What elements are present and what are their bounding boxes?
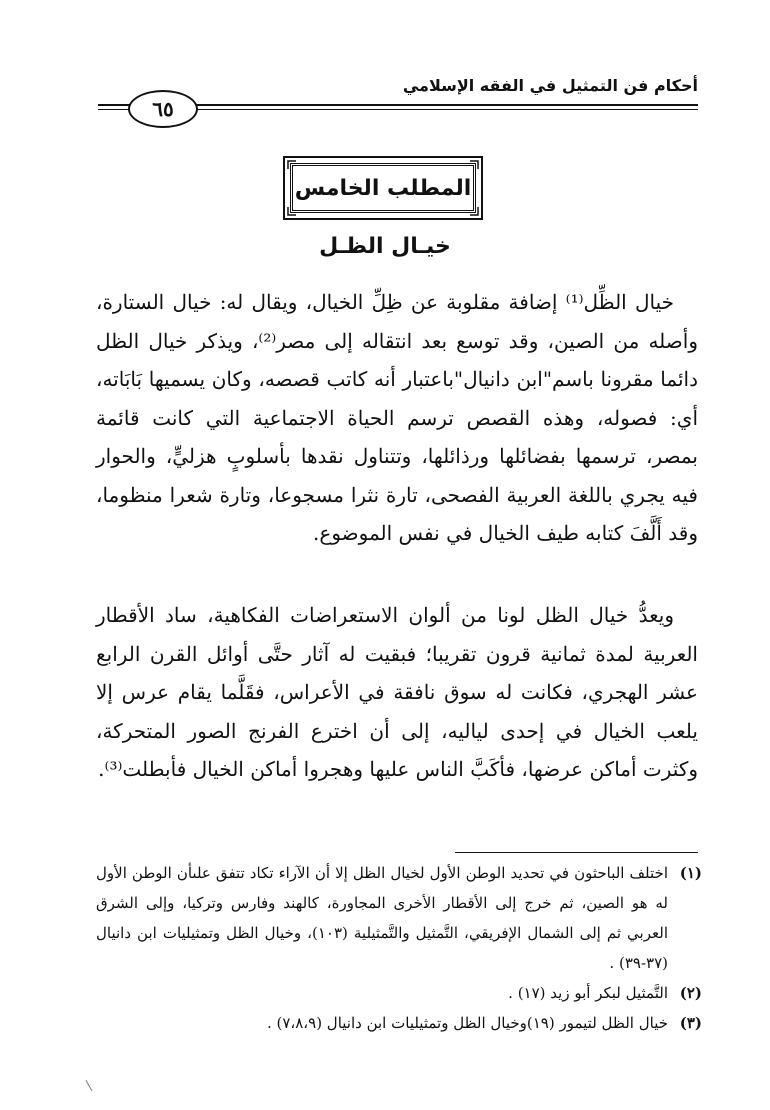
footnote (96, 858, 702, 978)
footnote (96, 978, 702, 1008)
page-number (128, 90, 198, 128)
corner-ornament-icon (287, 160, 297, 170)
section-title: المطلب الخامس (294, 175, 472, 201)
page-number-text: ٦٥ (152, 97, 174, 121)
section-title-inner-frame (290, 163, 476, 213)
body-paragraph: ويعدُّ خيال الظل لونا من ألوان الاستعراضات الفكاهية، ساد الأقطار العربية لمدة ثمانية قرون تقريبا؛ فبقيت له آثار حتَّى أوائل القرن الرابع عشر الهجري، فكانت له سوق نافقة في الأعراس، فقَلَّما يقام عرس إلا يلعب الخيال في إحدى لياليه، إلى أن اخترع الفرنج الصور المتحركة، وكثرت أماكن عرضها، فأكَبَّ الناس عليها وهجروا أماكن الخيال فأبطلت⁽³⁾. (96, 603, 698, 781)
body-paragraph: خيال الظِّل⁽¹⁾ إضافة مقلوبة عن ظِلِّ الخيال، ويقال له: خيال الستارة، وأصله من الصين، وقد توسع بعد انتقاله إلى مصر⁽²⁾، ويذكر خيال الظل دائما مقرونا باسم"ابن دانيال"باعتبار أنه كاتب قصصه، وكان يسميها بَابَاته، أي: فصوله، وهذه القصص ترسم الحياة الاجتماعية التي كانت قائمة بمصر، ترسمها بفضائلها ورذائلها، وتتناول نقدها بأسلوبٍ هزليٍّ، والحوار فيه يجري باللغة العربية الفصحى، تارة نثرا مسجوعا، وتارة شعرا منظوما، وقد أَلَّفَ كتابه طيف الخيال في نفس الموضوع. (96, 290, 698, 545)
section-title-frame (283, 156, 483, 220)
scan-mark (85, 1077, 97, 1091)
corner-ornament-icon (469, 206, 479, 216)
footnote-text: اختلف الباحثون في تحديد الوطن الأول لخيال الظل إلا أن الآراء تكاد تتفق علىأن الوطن الأول له هو الصين، ثم خرج إلى الأقطار الأخرى المجاورة، كالهند وفارس وتركيا، وإلى الشرق العربي ثم إلى الشمال الإفريقي، التَّمثيل والتَّمثيلية (١٠٣)، وخيال الظل وتمثيليات ابن دانيال (٣٧-٣٩) . (96, 864, 668, 972)
footnote-separator (455, 852, 698, 853)
corner-ornament-icon (287, 206, 297, 216)
subheading: خيـال الظـل (319, 234, 451, 259)
footnote-text: خيال الظل لتيمور (١٩)وخيال الظل وتمثيليات ابن دانيال (٧،٨،٩) . (266, 1014, 668, 1032)
footnote-number: (٣) (679, 1014, 702, 1032)
footnote-text: التَّمثيل لبكر أبو زيد (١٧) . (508, 984, 668, 1002)
footnote-number: (١) (679, 864, 702, 882)
corner-ornament-icon (469, 160, 479, 170)
running-title: أحكام فن التمثيل في الفقه الإسلامي (402, 76, 698, 95)
footnotes (96, 858, 702, 1038)
footnote-number: (٢) (679, 984, 702, 1002)
footnote (96, 1008, 702, 1038)
